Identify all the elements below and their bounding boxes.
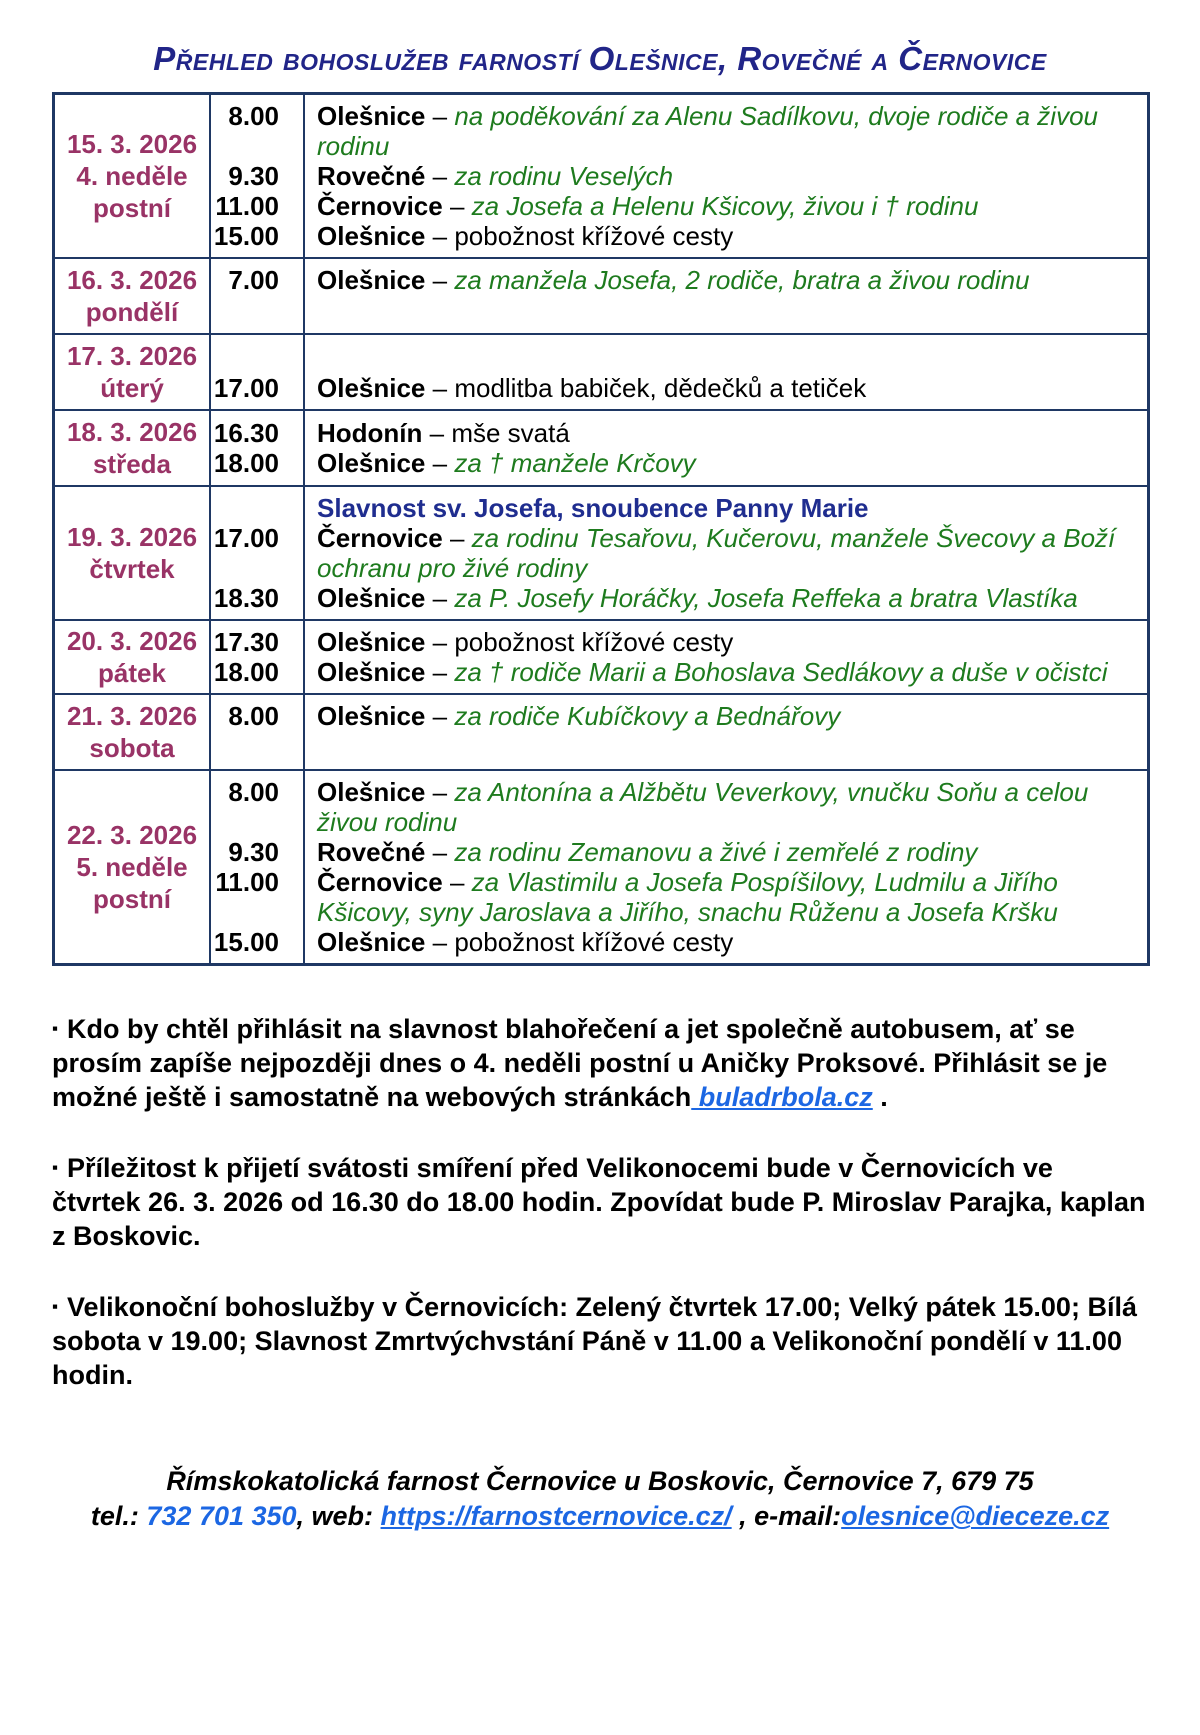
- date-line: 16. 3. 2026: [66, 265, 198, 295]
- entries-cell: [211, 621, 1147, 693]
- entries-cell: [211, 335, 1147, 409]
- time-cell: 8.00: [228, 777, 279, 807]
- schedule-entry: [211, 927, 1147, 957]
- contact-text: , web:: [296, 1501, 381, 1531]
- schedule-entry: [211, 101, 1147, 161]
- place-name: Olešnice: [317, 627, 426, 657]
- page-title: Přehled bohoslužeb farností Olešnice, Rovečné a Černovice: [153, 40, 1047, 77]
- link[interactable]: olesnice@dieceze.cz: [841, 1501, 1110, 1531]
- entry-text: [303, 191, 1147, 221]
- entry-text: [303, 701, 1147, 731]
- intention: na poděkování za Alenu Sadílkovu, dvoje rodiče a živou rodinu: [317, 101, 1099, 161]
- entries-cell: [211, 95, 1147, 257]
- intention: za Josefa a Helenu Kšicovy, živou i † rodinu: [471, 191, 979, 221]
- place-name: Olešnice: [317, 265, 426, 295]
- time-cell: 18.00: [213, 657, 279, 687]
- entry-text: [303, 265, 1147, 295]
- place-name: Rovečné: [317, 837, 426, 867]
- dash: –: [425, 583, 455, 613]
- schedule-entry: [211, 627, 1147, 657]
- time-cell: 8.00: [228, 101, 279, 131]
- footer: [52, 1464, 1148, 1534]
- entry-text: [303, 777, 1147, 837]
- place-name: Olešnice: [317, 583, 426, 613]
- feast-title: Slavnost sv. Josefa, snoubence Panny Marie: [317, 493, 869, 523]
- entry-text: [303, 657, 1147, 687]
- date-cell: [55, 695, 211, 769]
- place-name: Černovice: [317, 523, 443, 553]
- note-paragraph: [52, 1290, 1148, 1392]
- date-cell: [55, 411, 211, 485]
- time-cell: 9.30: [228, 161, 279, 191]
- place-name: Olešnice: [317, 777, 426, 807]
- date-line: pátek: [98, 658, 166, 688]
- time-cell: 15.00: [213, 221, 279, 251]
- entry-text: [303, 927, 1147, 957]
- entry-text: [303, 418, 1147, 448]
- dash: –: [425, 627, 455, 657]
- intention: za rodiče Kubíčkovy a Bednářovy: [454, 701, 841, 731]
- schedule-row: [55, 95, 1147, 257]
- schedule-entry: [211, 418, 1147, 448]
- dash: –: [425, 701, 455, 731]
- entry-text: [303, 373, 1147, 403]
- date-line: sobota: [89, 733, 175, 763]
- intention: modlitba babiček, dědečků a tetiček: [454, 373, 867, 403]
- schedule-row: [55, 257, 1147, 333]
- place-name: Olešnice: [317, 927, 426, 957]
- place-name: Černovice: [317, 191, 443, 221]
- place-name: Černovice: [317, 867, 443, 897]
- date-line: 18. 3. 2026: [66, 417, 198, 447]
- time-cell: 7.00: [228, 265, 279, 295]
- note-paragraph: [52, 1012, 1148, 1114]
- place-name: Olešnice: [317, 373, 426, 403]
- date-line: úterý: [100, 373, 164, 403]
- entry-text: [303, 101, 1147, 161]
- schedule-row: [55, 409, 1147, 485]
- time-cell: 8.00: [228, 701, 279, 731]
- schedule-entry: [211, 777, 1147, 837]
- schedule-row: [55, 333, 1147, 409]
- date-line: čtvrtek: [89, 554, 175, 584]
- date-line: 17. 3. 2026: [66, 341, 198, 371]
- entry-text: [303, 837, 1147, 867]
- link[interactable]: buladrbola.cz: [691, 1082, 873, 1112]
- schedule-entry: [211, 265, 1147, 295]
- date-line: středa: [92, 449, 172, 479]
- time-cell: 11.00: [215, 867, 279, 897]
- contact-text: , e-mail:: [731, 1501, 842, 1531]
- place-name: Olešnice: [317, 448, 426, 478]
- schedule-entry: [211, 583, 1147, 613]
- note-text: Příležitost k přijetí svátosti smíření před Velikonocemi bude v Černovicích ve čtvrtek 26. 3. 2026 od 16.30 do 18.00 hodin. Zpovídat bude P. Miroslav Parajka, kaplan z Boskovic.: [52, 1153, 1146, 1251]
- date-cell: [55, 95, 211, 257]
- square-bullet-icon: ▪: [52, 1019, 59, 1038]
- place-name: Olešnice: [317, 657, 426, 687]
- dash: –: [425, 657, 455, 687]
- place-name: Olešnice: [317, 221, 426, 251]
- note-paragraph: [52, 1151, 1148, 1253]
- date-cell: [55, 335, 211, 409]
- date-cell: [55, 771, 211, 963]
- intention: za rodinu Zemanovu a živé i zemřelé z rodiny: [454, 837, 978, 867]
- date-cell: [55, 487, 211, 619]
- schedule-entry: [211, 191, 1147, 221]
- place-name: Hodonín: [317, 418, 423, 448]
- schedule-entry: [211, 867, 1147, 927]
- dash: –: [442, 191, 472, 221]
- intention: za † manžele Krčovy: [454, 448, 696, 478]
- schedule-entry: [211, 373, 1147, 403]
- dash: –: [425, 221, 455, 251]
- parish-address: Římskokatolická farnost Černovice u Boskovic, Černovice 7, 679 75: [166, 1466, 1034, 1496]
- intention: pobožnost křížové cesty: [454, 627, 734, 657]
- date-line: 19. 3. 2026: [66, 522, 198, 552]
- square-bullet-icon: ▪: [52, 1158, 59, 1177]
- note-text: Kdo by chtěl přihlásit na slavnost blahořečení a jet společně autobusem, ať se prosím zapíše nejpozději dnes o 4. neděli postní u Aničky Proksové. Přihlásit se je možné ještě i samostatně na webových stránkách: [52, 1014, 1108, 1112]
- intention: za rodinu Veselých: [454, 161, 674, 191]
- schedule-entry: [211, 448, 1147, 478]
- schedule-row: [55, 693, 1147, 769]
- intention: za P. Josefy Horáčky, Josefa Reffeka a bratra Vlastíka: [454, 583, 1078, 613]
- time-cell: 18.00: [213, 448, 279, 478]
- intention: za Vlastimilu a Josefa Pospíšilovy, Ludmilu a Jiřího Kšicovy, syny Jaroslava a Jiřího, snachu Růženu a Josefa Kršku: [317, 867, 1058, 927]
- note-text: .: [872, 1082, 888, 1112]
- place-name: Olešnice: [317, 701, 426, 731]
- dash: –: [425, 101, 455, 131]
- schedule-table: [52, 92, 1150, 966]
- time-cell: 17.00: [213, 373, 279, 403]
- time-cell: 17.30: [213, 627, 279, 657]
- date-line: 15. 3. 2026: [66, 129, 198, 159]
- time-cell: 17.00: [213, 523, 279, 553]
- time-cell: 18.30: [213, 583, 279, 613]
- date-line: postní: [93, 193, 171, 223]
- entry-text: [303, 493, 1147, 523]
- time-cell: 15.00: [213, 927, 279, 957]
- dash: –: [442, 523, 472, 553]
- bulletin-page: [0, 40, 1200, 1735]
- time-cell: 9.30: [228, 837, 279, 867]
- schedule-row: [55, 769, 1147, 963]
- date-line: 21. 3. 2026: [66, 701, 198, 731]
- entry-text: [303, 627, 1147, 657]
- date-line: 22. 3. 2026: [66, 820, 198, 850]
- notes-section: [52, 1012, 1148, 1392]
- entries-cell: [211, 695, 1147, 769]
- entries-cell: [211, 771, 1147, 963]
- dash: –: [425, 448, 455, 478]
- date-line: 5. neděle: [76, 852, 188, 882]
- entries-cell: [211, 487, 1147, 619]
- schedule-entry: [211, 161, 1147, 191]
- date-line: postní: [93, 884, 171, 914]
- dash: –: [425, 373, 455, 403]
- contact-text: 732 701 350: [146, 1501, 297, 1531]
- entries-cell: [211, 411, 1147, 485]
- intention: za manžela Josefa, 2 rodiče, bratra a živou rodinu: [454, 265, 1030, 295]
- intention: pobožnost křížové cesty: [454, 927, 734, 957]
- schedule-entry: [211, 221, 1147, 251]
- dash: –: [422, 418, 452, 448]
- schedule-entry: [211, 657, 1147, 687]
- schedule-entry: [211, 493, 1147, 523]
- schedule-entry: [211, 837, 1147, 867]
- schedule-entry: [211, 523, 1147, 583]
- contact-text: tel.:: [90, 1501, 147, 1531]
- intention: pobožnost křížové cesty: [454, 221, 734, 251]
- contact-line: [52, 1499, 1148, 1534]
- date-cell: [55, 259, 211, 333]
- entry-text: [303, 523, 1147, 583]
- schedule-row: [55, 485, 1147, 619]
- schedule-entry: [211, 701, 1147, 731]
- place-name: Olešnice: [317, 101, 426, 131]
- entry-text: [303, 221, 1147, 251]
- link[interactable]: https://farnostcernovice.cz/: [380, 1501, 732, 1531]
- entry-text: [303, 448, 1147, 478]
- square-bullet-icon: ▪: [52, 1297, 59, 1316]
- time-cell: 11.00: [215, 191, 279, 221]
- note-text: Velikonoční bohoslužby v Černovicích: Zelený čtvrtek 17.00; Velký pátek 15.00; Bílá sobota v 19.00; Slavnost Zmrtvýchvstání Páně v 11.00 a Velikonoční pondělí v 11.00 hodin.: [52, 1292, 1137, 1390]
- intention: za Antonína a Alžbětu Veverkovy, vnučku Soňu a celou živou rodinu: [317, 777, 1089, 837]
- entry-text: [303, 867, 1147, 927]
- intention: za † rodiče Marii a Bohoslava Sedlákovy a duše v očistci: [454, 657, 1108, 687]
- date-line: pondělí: [85, 297, 179, 327]
- dash: –: [425, 927, 455, 957]
- date-line: 4. neděle: [76, 161, 188, 191]
- dash: –: [425, 777, 455, 807]
- dash: –: [442, 867, 472, 897]
- intention: mše svatá: [451, 418, 570, 448]
- dash: –: [425, 837, 455, 867]
- entry-text: [303, 583, 1147, 613]
- place-name: Rovečné: [317, 161, 426, 191]
- dash: –: [425, 161, 455, 191]
- schedule-row: [55, 619, 1147, 693]
- entry-text: [303, 161, 1147, 191]
- date-line: 20. 3. 2026: [66, 626, 198, 656]
- date-cell: [55, 621, 211, 693]
- intention: za rodinu Tesařovu, Kučerovu, manžele Švecovy a Boží ochranu pro živé rodiny: [317, 523, 1116, 583]
- entries-cell: [211, 259, 1147, 333]
- dash: –: [425, 265, 455, 295]
- time-cell: 16.30: [213, 418, 279, 448]
